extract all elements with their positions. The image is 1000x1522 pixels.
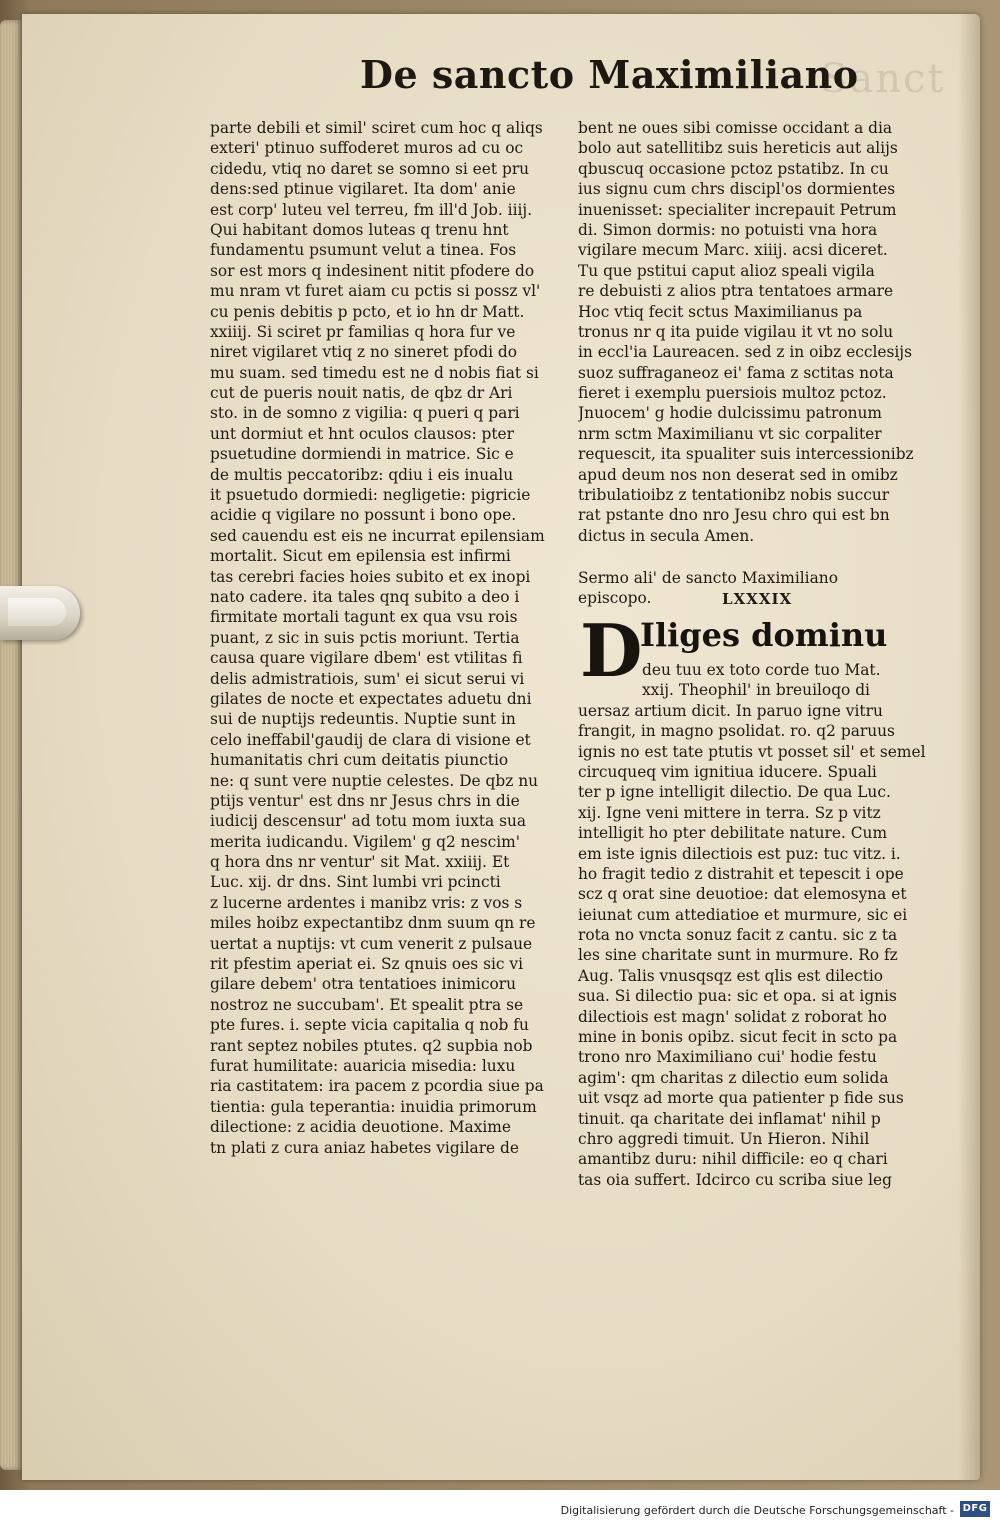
dfg-logo: DFG — [960, 1501, 990, 1517]
footer-credit: Digitalisierung gefördert durch die Deutsche Forschungsgemeinschaft - — [560, 1504, 954, 1517]
text-line: dilectione: z acidia deuotione. Maxime — [210, 1118, 512, 1137]
text-line: psuetudine dormiendi in matrice. Sic e — [210, 445, 514, 464]
text-line: vigilare mecum Marc. xiiij. acsi diceret. — [578, 241, 888, 260]
text-line: dens:sed ptinue vigilaret. Ita dom' anie — [210, 180, 516, 199]
text-line: dilectiois est magn' solidat z roborat ho — [578, 1007, 887, 1026]
text-line: Sermo ali' de sancto Maximiliano — [578, 569, 838, 587]
text-line: ignis no est tate ptutis vt posset sil' et semel — [578, 742, 926, 761]
text-line: q hora dns nr ventur' sit Mat. xxiiij. Et — [210, 853, 510, 872]
text-line: bolo aut satellitibz suis hereticis aut alijs — [578, 139, 898, 158]
text-line: mortalit. Sicut em epilensia est infirmi — [210, 547, 511, 566]
text-line: in eccl'ia Laureacen. sed z in oibz ecclesijs — [578, 343, 912, 362]
right-text-column-bottom — [578, 660, 928, 1190]
text-line: tientia: gula teperantia: inuidia primorum — [210, 1097, 537, 1116]
text-line: ter p igne intelligit dilectio. De qua Luc. — [578, 783, 891, 802]
text-line: rit pfestim aperiat ei. Sz qnuis oes sic vi — [210, 955, 524, 974]
text-line: episcopo. — [578, 589, 652, 608]
text-line: trono nro Maximiliano cui' hodie festu — [578, 1048, 877, 1067]
text-line: uersaz artium dicit. In paruo igne vitru — [578, 701, 883, 720]
text-line: agim': qm charitas z dilectio eum solida — [578, 1068, 889, 1087]
text-line: est corp' luteu vel terreu, fm ill'd Job. iiij. — [210, 200, 533, 219]
text-line: iudicij descensur' ad totu mom iuxta sua — [210, 812, 527, 831]
text-line: niret vigilaret vtiq z no sineret pfodi do — [210, 343, 518, 362]
text-line: intelligit ho pter debilitate nature. Cum — [578, 824, 888, 843]
text-line: miles hoibz expectantibz dnm suum qn re — [210, 914, 536, 933]
text-line: di. Simon dormis: no potuisti vna hora — [578, 220, 878, 239]
text-line: re debuisti z alios ptra tentatoes armare — [578, 282, 894, 301]
text-line: sto. in de somno z vigilia: q pueri q pari — [210, 404, 520, 423]
text-line: rota no vncta sonuz facit z cantu. sic z ta — [578, 926, 898, 945]
text-line: tinuit. qa charitate dei inflamat' nihil p — [578, 1109, 881, 1128]
text-line: merita iudicandu. Vigilem' g q2 nescim' — [210, 832, 520, 851]
text-line: firmitate mortali tagunt ex qua vsu rois — [210, 608, 518, 627]
text-line: ptijs ventur' est dns nr Jesus chrs in die — [210, 791, 520, 810]
text-line: tronus nr q ita puide vigilau it vt no solu — [578, 322, 894, 341]
running-head: De sancto Maximiliano — [360, 52, 859, 97]
text-line: Qui habitant domos luteas q trenu hnt — [210, 220, 509, 239]
text-line: z lucerne ardentes i manibz vris: z vos s — [210, 893, 523, 912]
decorated-initial: D — [580, 608, 643, 693]
text-line: circuqueq vim ignitiua iducere. Spuali — [578, 762, 877, 781]
text-line: puant, z sic in suis pctis moriunt. Tertia — [210, 628, 520, 647]
text-line: mu suam. sed timedu est ne d nobis fiat si — [210, 363, 539, 382]
text-line: mu nram vt furet aiam cu pctis si possz vl' — [210, 282, 541, 301]
text-line: it psuetudo dormiedi: negligetie: pigricie — [210, 486, 531, 505]
text-line: uertat a nuptijs: vt cum venerit z pulsaue — [210, 934, 533, 953]
text-line: scz q orat sine deuotioe: dat elemosyna et — [578, 885, 907, 904]
text-line: dictus in secula Amen. — [578, 526, 755, 545]
chapter-number: LXXXIX — [722, 590, 793, 608]
text-line: fieret i exemplu puersiois multoz pctoz. — [578, 384, 887, 403]
text-line: nato cadere. ita tales qnq subito a deo i — [210, 587, 520, 606]
text-line: tribulatioibz z tentationibz nobis succur — [578, 486, 890, 505]
text-line: sed cauendu est eis ne incurrat epilensiam — [210, 526, 545, 545]
text-line: xxiiij. Si sciret pr familias q hora fur ve — [210, 322, 516, 341]
text-line: nostroz ne succubam'. Et spealit ptra se — [210, 995, 524, 1014]
text-line: sui de nuptijs redeuntis. Nuptie sunt in — [210, 710, 516, 729]
text-line: suoz suffraganeoz ei' fama z sctitas nota — [578, 363, 894, 382]
text-line: xij. Igne veni mittere in terra. Sz p vitz — [578, 803, 881, 822]
text-line: Luc. xij. dr dns. Sint lumbi vri pcincti — [210, 873, 501, 892]
text-line: nrm sctm Maximilianu vt sic corpaliter — [578, 424, 882, 443]
text-line: mine in bonis opibz. sicut fecit in scto pa — [578, 1028, 898, 1047]
text-line: les sine charitate sunt in murmure. Ro fz — [578, 946, 898, 965]
text-line: apud deum nos non deserat sed in omibz — [578, 465, 898, 484]
page-right-shadow — [958, 14, 980, 1480]
book-page-edges — [0, 20, 22, 1470]
text-line: tas cerebri facies hoies subito et ex inopi — [210, 567, 531, 586]
text-line: causa quare vigilare dbem' est vtilitas fi — [210, 649, 523, 668]
text-line: cidedu, vtiq no daret se somno si eet pru — [210, 159, 530, 178]
text-line: Hoc vtiq fecit sctus Maximilianus pa — [578, 302, 863, 321]
text-line: inuenisset: specialiter increpauit Petrum — [578, 200, 897, 219]
text-line: fundamentu psumunt velut a tinea. Fos — [210, 241, 517, 260]
text-line: amantibz duru: nihil difficile: eo q chari — [578, 1150, 888, 1169]
text-line: uit vsqz ad morte qua patienter p fide sus — [578, 1089, 904, 1108]
text-line: de multis peccatoribz: qdiu i eis inualu — [210, 465, 514, 484]
text-line: ieiunat cum attediatioe et murmure, sic ei — [578, 905, 908, 924]
text-line: parte debili et simil' sciret cum hoc q aliqs — [210, 119, 543, 137]
text-line: Tu que pstitui caput alioz speali vigila — [578, 261, 875, 280]
text-line: sua. Si dilectio pua: sic et opa. si at ignis — [578, 987, 897, 1006]
text-line: requescit, ita spualiter suis intercessionibz — [578, 445, 914, 464]
left-text-column — [210, 118, 560, 1158]
text-line: tas oia suffert. Idcirco cu scriba siue leg — [578, 1170, 892, 1189]
text-line: cu penis debitis p pcto, et io hn dr Matt. — [210, 302, 525, 321]
text-line: Jnuocem' g hodie dulcissimu patronum — [578, 404, 883, 423]
text-line: ne: q sunt vere nuptie celestes. De qbz nu — [210, 771, 539, 790]
text-line: rat pstante dno nro Jesu chro qui est bn — [578, 506, 890, 525]
text-line: rant septez nobiles ptutes. q2 supbia nob — [210, 1036, 533, 1055]
text-line: deu tuu ex toto corde tuo Mat. — [642, 661, 881, 679]
text-line: cut de pueris nouit natis, de qbz dr Ari — [210, 384, 513, 403]
text-line: tn plati z cura aniaz habetes vigilare de — [210, 1138, 520, 1157]
text-line: chro aggredi timuit. Un Hieron. Nihil — [578, 1129, 870, 1148]
text-line: ius signu cum chrs discipl'os dormientes — [578, 180, 896, 199]
text-line: gilates de nocte et expectates aduetu dni — [210, 689, 532, 708]
text-line: Aug. Talis vnusqsqz est qlis est dilectio — [578, 966, 884, 985]
text-line: bent ne oues sibi comisse occidant a dia — [578, 119, 893, 137]
text-line: pte fures. i. septe vicia capitalia q nob fu — [210, 1016, 529, 1035]
text-line: acidie q vigilare no possunt i bono ope. — [210, 506, 517, 525]
text-line: exteri' ptinuo suffoderet muros ad cu oc — [210, 139, 524, 158]
right-text-column-top — [578, 118, 928, 546]
text-line: celo ineffabil'gaudij de clara di visione et — [210, 730, 531, 749]
text-line: ho fragit tedio z distrahit et tepescit i ope — [578, 864, 904, 883]
page-clip-bookmark — [0, 586, 80, 640]
sermon-incipit: Iliges dominu — [640, 616, 888, 654]
text-line: sor est mors q indesinent nitit pfodere do — [210, 261, 535, 280]
text-line: em iste ignis dilectiois est puz: tuc vitz. i. — [578, 844, 901, 863]
text-line: gilare debem' otra tentatioes inimicoru — [210, 975, 517, 994]
text-line: xxij. Theophil' in breuiloqo di — [642, 681, 870, 700]
text-line: unt dormiut et hnt oculos clausos: pter — [210, 424, 515, 443]
text-line: qbuscuq occasione pctoz pstatibz. In cu — [578, 159, 889, 178]
text-line: delis admistratiois, sum' ei sicut serui vi — [210, 669, 525, 688]
text-line: furat humilitate: auaricia misedia: luxu — [210, 1056, 516, 1075]
bleed-through-heading: Sanct — [820, 56, 946, 102]
text-line: humanitatis chri cum deitatis piunctio — [210, 751, 509, 770]
text-line: frangit, in magno psolidat. ro. q2 paruus — [578, 722, 895, 741]
text-line: ria castitatem: ira pacem z pcordia siue pa — [210, 1077, 544, 1096]
